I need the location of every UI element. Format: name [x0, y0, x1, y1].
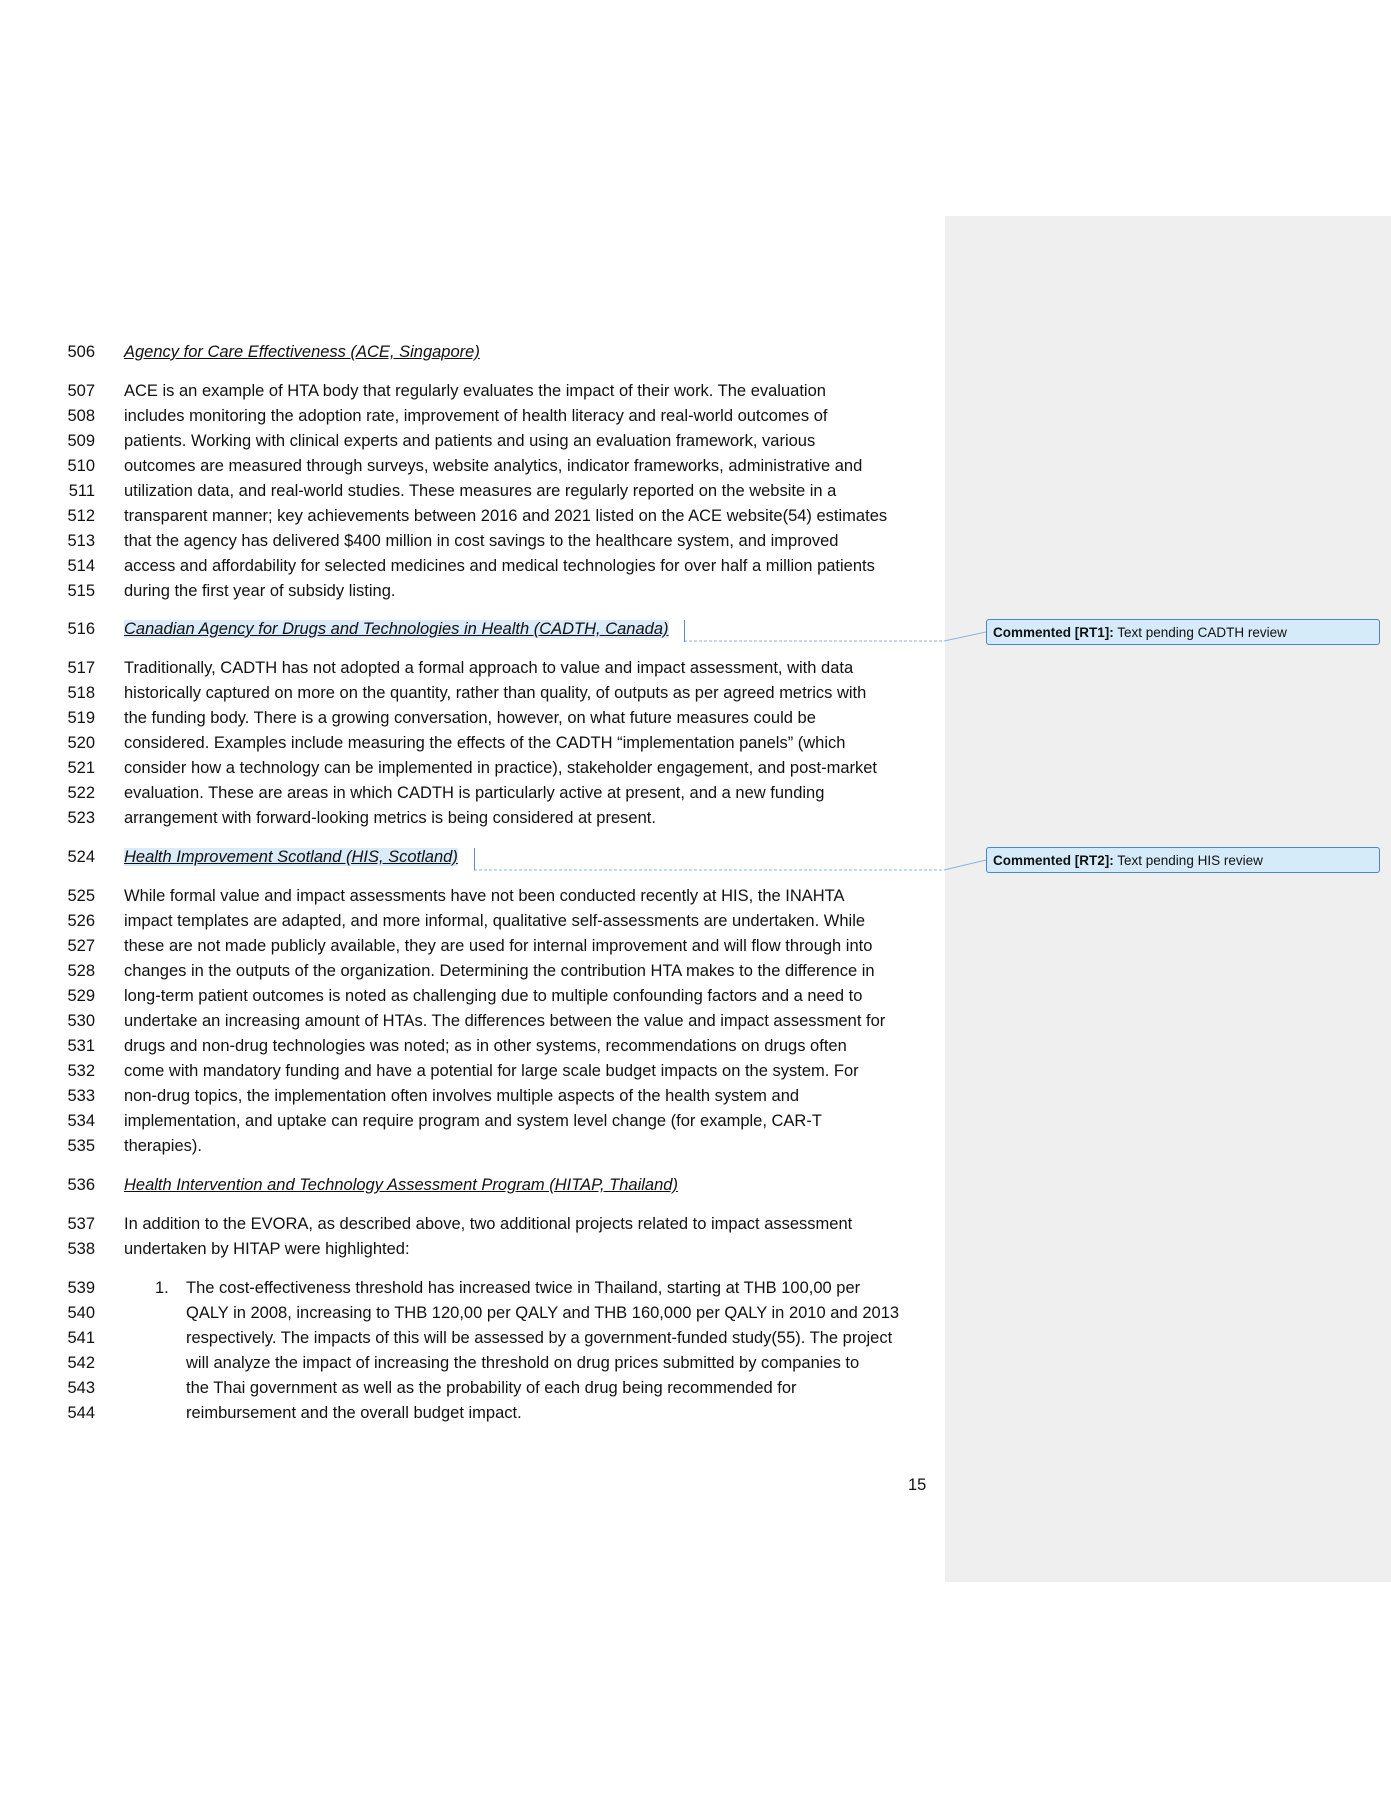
comment-rt1[interactable] [986, 619, 1380, 645]
line-number: 530 [67, 1012, 95, 1030]
comment-anchor-marker [474, 848, 475, 870]
section-heading-text: Canadian Agency for Drugs and Technologies in Health (CADTH, Canada) [124, 620, 669, 638]
line-number: 531 [67, 1037, 95, 1055]
text-line: will analyze the impact of increasing the threshold on drug prices submitted by companies to [186, 1354, 860, 1372]
text-line: these are not made publicly available, they are used for internal improvement and will flow through into [124, 937, 873, 955]
text-line: implementation, and uptake can require program and system level change (for example, CAR-T [124, 1112, 822, 1130]
text-line: utilization data, and real-world studies. These measures are regularly reported on the website in a [124, 482, 837, 500]
line-number: 536 [67, 1176, 95, 1194]
line-number: 544 [67, 1404, 95, 1422]
text-line: The cost-effectiveness threshold has increased twice in Thailand, starting at THB 100,00 per [186, 1279, 861, 1297]
text-line: considered. Examples include measuring the effects of the CADTH “implementation panels” (which [124, 734, 846, 752]
line-number: 523 [67, 809, 95, 827]
line-number: 520 [67, 734, 95, 752]
line-number: 541 [67, 1329, 95, 1347]
line-number: 515 [67, 582, 95, 600]
text-line: patients. Working with clinical experts and patients and using an evaluation framework, various [124, 432, 816, 450]
comment-pane [945, 216, 1391, 1582]
text-line: impact templates are adapted, and more informal, qualitative self-assessments are undertaken. While [124, 912, 866, 930]
text-line: QALY in 2008, increasing to THB 120,00 per QALY and THB 160,000 per QALY in 2010 and 2013 [186, 1304, 900, 1322]
text-line: undertake an increasing amount of HTAs. The differences between the value and impact assessment for [124, 1012, 886, 1030]
line-number: 514 [67, 557, 95, 575]
section-heading-text: Health Intervention and Technology Assessment Program (HITAP, Thailand) [124, 1176, 678, 1194]
text-line: arrangement with forward-looking metrics is being considered at present. [124, 809, 656, 827]
line-number: 542 [67, 1354, 95, 1372]
line-number: 528 [67, 962, 95, 980]
text-line: that the agency has delivered $400 million in cost savings to the healthcare system, and improved [124, 532, 839, 550]
page-number: 15 [908, 1476, 927, 1494]
comment-rt2[interactable] [986, 847, 1380, 873]
line-number: 512 [67, 507, 95, 525]
line-number: 532 [67, 1062, 95, 1080]
line-number: 507 [67, 382, 95, 400]
line-number: 539 [67, 1279, 95, 1297]
text-line: respectively. The impacts of this will be assessed by a government-funded study(55). The project [186, 1329, 893, 1347]
line-number: 518 [67, 684, 95, 702]
comment-anchor-marker [684, 620, 685, 642]
line-number: 519 [67, 709, 95, 727]
section-heading [124, 1176, 678, 1195]
line-number: 513 [67, 532, 95, 550]
text-line: access and affordability for selected medicines and medical technologies for over half a million patients [124, 557, 875, 575]
text-line: during the first year of subsidy listing. [124, 582, 396, 600]
text-line: therapies). [124, 1137, 202, 1155]
line-number: 540 [67, 1304, 95, 1322]
comment-rt1-label: Commented [RT1]: [993, 625, 1114, 640]
text-line: While formal value and impact assessments have not been conducted recently at HIS, the INAHTA [124, 887, 845, 905]
text-line: evaluation. These are areas in which CADTH is particularly active at present, and a new funding [124, 784, 825, 802]
comment-rt2-label: Commented [RT2]: [993, 853, 1114, 868]
line-number: 538 [67, 1240, 95, 1258]
line-number: 535 [67, 1137, 95, 1155]
text-line: the Thai government as well as the probability of each drug being recommended for [186, 1379, 797, 1397]
text-line: changes in the outputs of the organization. Determining the contribution HTA makes to the difference in [124, 962, 875, 980]
section-heading-text: Agency for Care Effectiveness (ACE, Singapore) [124, 343, 480, 361]
line-number: 506 [67, 343, 95, 361]
line-number: 517 [67, 659, 95, 677]
line-number: 510 [67, 457, 95, 475]
line-number: 524 [67, 848, 95, 866]
line-number: 509 [67, 432, 95, 450]
text-line: long-term patient outcomes is noted as challenging due to multiple confounding factors and a need to [124, 987, 863, 1005]
section-heading [124, 343, 480, 362]
section-heading [124, 848, 458, 867]
list-marker: 1. [155, 1279, 169, 1297]
line-number: 527 [67, 937, 95, 955]
text-line: ACE is an example of HTA body that regularly evaluates the impact of their work. The evaluation [124, 382, 826, 400]
text-line: come with mandatory funding and have a potential for large scale budget impacts on the system. For [124, 1062, 859, 1080]
text-line: outcomes are measured through surveys, website analytics, indicator frameworks, administrative and [124, 457, 863, 475]
section-heading-text: Health Improvement Scotland (HIS, Scotland) [124, 848, 458, 866]
line-number: 516 [67, 620, 95, 638]
section-heading [124, 620, 669, 639]
line-number: 533 [67, 1087, 95, 1105]
line-number: 508 [67, 407, 95, 425]
text-line: reimbursement and the overall budget impact. [186, 1404, 522, 1422]
line-number: 521 [67, 759, 95, 777]
text-line: non-drug topics, the implementation often involves multiple aspects of the health system and [124, 1087, 800, 1105]
line-number: 511 [68, 482, 95, 500]
line-number: 526 [67, 912, 95, 930]
text-line: transparent manner; key achievements between 2016 and 2021 listed on the ACE website(54) estimates [124, 507, 888, 525]
comment-rt2-text: Text pending HIS review [1117, 853, 1263, 868]
text-line: Traditionally, CADTH has not adopted a formal approach to value and impact assessment, with data [124, 659, 854, 677]
line-number: 543 [67, 1379, 95, 1397]
text-line: In addition to the EVORA, as described above, two additional projects related to impact assessment [124, 1215, 853, 1233]
text-line: consider how a technology can be implemented in practice), stakeholder engagement, and post-market [124, 759, 878, 777]
line-number: 522 [67, 784, 95, 802]
text-line: historically captured on more on the quantity, rather than quality, of outputs as per agreed metrics with [124, 684, 867, 702]
line-number: 529 [67, 987, 95, 1005]
text-line: includes monitoring the adoption rate, improvement of health literacy and real-world outcomes of [124, 407, 828, 425]
line-number: 534 [67, 1112, 95, 1130]
text-line: drugs and non-drug technologies was noted; as in other systems, recommendations on drugs often [124, 1037, 847, 1055]
comment-rt1-text: Text pending CADTH review [1117, 625, 1287, 640]
text-line: undertaken by HITAP were highlighted: [124, 1240, 410, 1258]
line-number: 537 [67, 1215, 95, 1233]
text-line: the funding body. There is a growing conversation, however, on what future measures could be [124, 709, 816, 727]
line-number: 525 [67, 887, 95, 905]
